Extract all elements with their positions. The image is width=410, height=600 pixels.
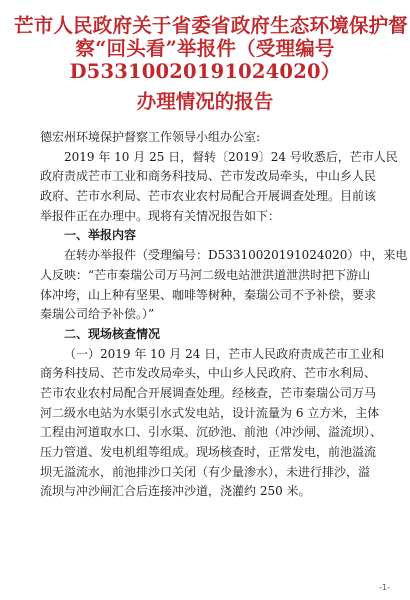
section-heading-report-content: 一、举报内容 [64,228,137,243]
title-line-2: 察“回头看”举报件（受理编号 [75,37,335,60]
section2-line: 流坝与冲沙闸汇合后连接冲沙道，浇灌约 250 米。 [40,484,311,499]
page-number: -1- [379,583,390,592]
intro-line: 举报件正在办理中。现将有关情况报告如下： [40,208,281,223]
title-line-1: 芒市人民政府关于省委省政府生态环境保护督 [14,14,409,37]
section-heading-site-inspection: 二、现场核查情况 [64,326,161,341]
section1-line: 秦瑞公司给予补偿。）” [40,307,155,322]
section1-line: 在转办举报件（受理编号：D53310020191024020）中，来电 [64,248,408,263]
document-title [14,14,409,83]
intro-line: 2019 年 10 月 25 日，督转〔2019〕24 号收悉后，芒市人民 [64,149,398,164]
section2-line: 芒市农业农村局配合开展调查处理。经核查，芒市秦瑞公司万马 [40,385,377,400]
document-subtitle: 办理情况的报告 [136,90,274,113]
intro-line: 政府、芒市水利局、芒市农业农村局配合开展调查处理。目前该 [40,189,377,204]
section2-line: 河二级水电站为水渠引水式发电站，设计流量为 6 立方米，主体 [40,405,380,420]
document-body [40,128,408,502]
section1-line: 人反映：“芒市秦瑞公司万马河二级电站泄洪道泄洪时把下游山 [40,267,371,282]
section2-line: 工程由河道取水口、引水渠、沉砂池、前池（冲沙闸、溢流坝）、 [40,425,383,440]
section2-line: 商务科技局、芒市发改局牵头，中山乡人民政府、芒市水利局、 [40,366,377,381]
title-line-3: D53310020191024020） [69,60,341,83]
section2-line: 坝无溢流水，前池排沙口关闭（有少量渗水），未进行排沙，溢 [40,464,371,479]
section1-line: 体冲垮，山上种有坚果、咖啡等树种，秦瑞公司不予补偿，要求 [40,287,377,302]
intro-line: 政府责成芒市工业和商务科技局、芒市发改局牵头，中山乡人民 [40,169,377,184]
salutation: 德宏州环境保护督察工作领导小组办公室: [40,130,261,144]
section2-line: （一）2019 年 10 月 24 日，芒市人民政府责成芒市工业和 [64,346,385,361]
section2-line: 压力管道、发电机组等组成。现场核查时，正常发电，前池溢流 [40,445,377,459]
